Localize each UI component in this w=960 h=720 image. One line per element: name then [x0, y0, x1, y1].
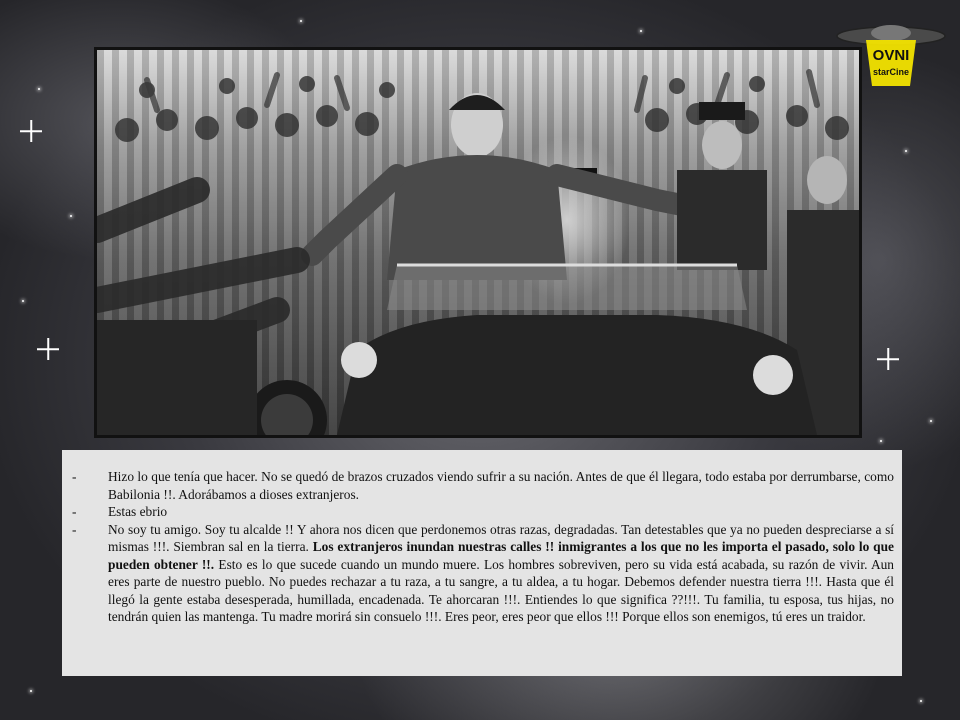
photo-icon: [97, 50, 859, 435]
text-segment: No soy tu amigo. Soy tu alcalde !! Y ahora nos dicen que perdonemos otras razas, degradadas. Tan detestables que ya no pueden despreciarse a sí mismas !!!. Siembran sal en la tierra.: [108, 521, 894, 554]
star: [30, 690, 32, 692]
list-item: [72, 468, 894, 503]
sparkle-icon: [877, 348, 899, 370]
historic-photo: [94, 47, 862, 438]
ovni-starcine-logo: [836, 22, 946, 88]
list-bullet: -: [72, 504, 77, 519]
star: [920, 700, 922, 702]
star: [300, 20, 302, 22]
quote-text-box: [62, 450, 902, 676]
list-item: [72, 521, 894, 626]
star: [905, 150, 907, 152]
list-item-text: Hizo lo que tenía que hacer. No se quedó de brazos cruzados viendo sufrir a su nación. Antes de que él llegara, todo estaba por derrumbarse, como Babilonia !!. Adorábamos a dioses extranjeros.: [108, 469, 894, 502]
star: [930, 420, 932, 422]
star: [880, 440, 882, 442]
star: [22, 300, 24, 302]
logo-subtitle: starCine: [872, 67, 910, 77]
star: [70, 215, 72, 217]
list-bullet: -: [72, 469, 77, 484]
list-item: [72, 503, 894, 521]
list-bullet: -: [72, 521, 77, 537]
list-item-text: [108, 521, 894, 626]
bold-text-segment: Los extranjeros inundan nuestras calles !! inmigrantes a los que no les importa el pasado, solo lo que pueden obtener !!.: [108, 539, 894, 572]
logo-title: OVNI: [872, 47, 910, 64]
list-item-text: Estas ebrio: [108, 504, 168, 519]
sparkle-icon: [20, 120, 42, 142]
sparkle-icon: [37, 338, 59, 360]
text-segment: Esto es lo que sucede cuando un mundo muere. Los hombres sobreviven, pero su vida está acabada, su razón de vivir. Aun eres parte de nuestro pueblo. No puedes rechazar a tu raza, a tu sangre, a tu aldea, a tu hogar. Debemos defender nuestra tierra !!!. Hasta que él llegó la gente estaba desesperada, humillada, encadenada. Te ahorcaran !!!. Entiendes lo que significa ??!!!. Tu familia, tu esposa, tus hijas, no tendrán quien las mantenga. Tu madre morirá sin consuelo !!!. Eres peor, eres peor que ellos !!! Porque ellos son enemigos, tú eres un traidor.: [108, 556, 895, 624]
star: [38, 88, 40, 90]
star: [640, 30, 642, 32]
